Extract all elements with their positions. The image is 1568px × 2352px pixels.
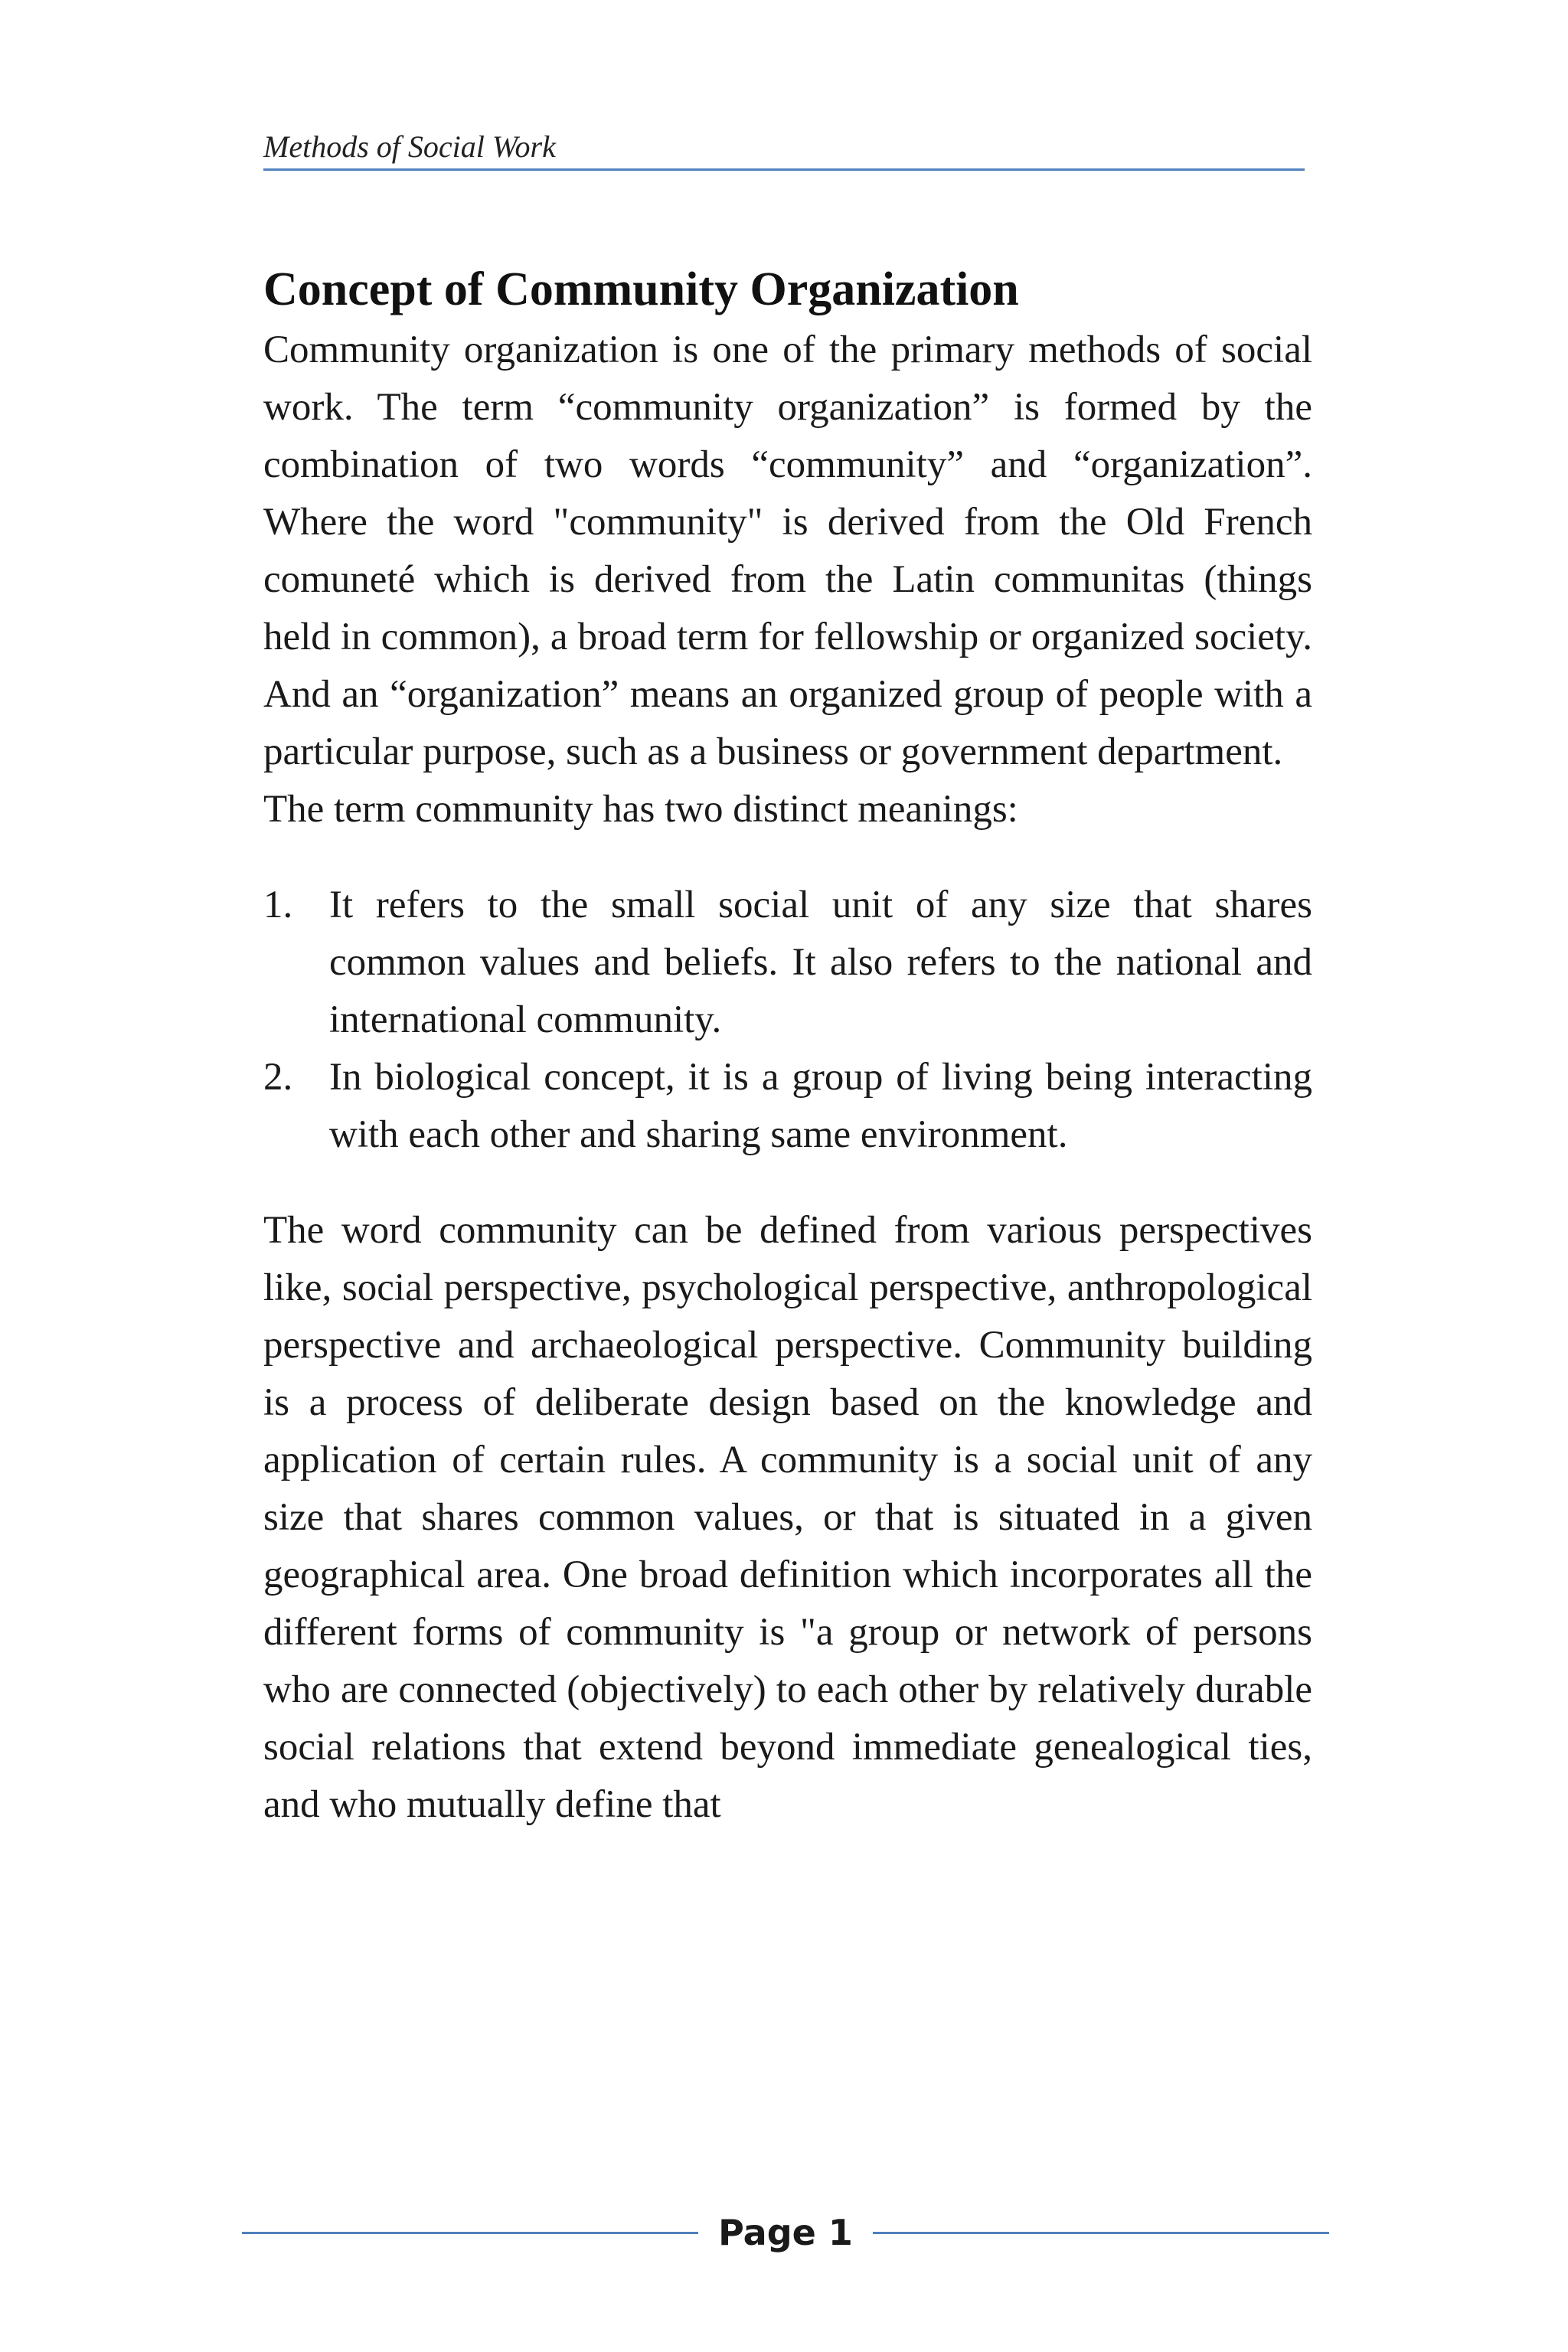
page-content [263, 257, 1312, 1834]
list-item-text: It refers to the small social unit of any size that shares common values and beliefs. It also refers to the national and international community. [329, 884, 1312, 1041]
meanings-list [263, 877, 1312, 1164]
page-footer [242, 2205, 1329, 2260]
list-item-text: In biological concept, it is a group of living being interacting with each other and sharing same environment. [329, 1056, 1312, 1156]
running-header [263, 129, 1305, 171]
list-item [263, 1049, 1312, 1164]
footer-rule-right [873, 2232, 1329, 2234]
paragraph-1: Community organization is one of the primary methods of social work. The term “community organization” is formed by the combination of two words “community” and “organization”. Where the word "community" is derived from the Old French comuneté which is derived from the Latin communitas (things held in common), a broad term for fellowship or organized society. And an “organization” means an organized group of people with a particular purpose, such as a business or government department. [263, 328, 1312, 773]
running-header-title: Methods of Social Work [263, 129, 556, 164]
section-heading: Concept of Community Organization [263, 263, 1019, 315]
footer-rule-left [242, 2232, 698, 2234]
paragraph-2: The word community can be defined from various perspectives like, social perspective, psychological perspective, anthropological perspective and archaeological perspective. Community building is a process of deliberate design based on the knowledge and application of certain rules. A community is a social unit of any size that shares common values, or that is situated in a given geographical area. One broad definition which incorporates all the different forms of community is "a group or network of persons who are connected (objectively) to each other by relatively durable social relations that extend beyond immediate genealogical ties, and who mutually define that [263, 1209, 1312, 1826]
list-item-number: 2. [263, 1056, 293, 1099]
list-item-number: 1. [263, 884, 293, 926]
page-number: Page 1 [718, 2212, 853, 2253]
list-item [263, 877, 1312, 1049]
list-intro: The term community has two distinct meanings: [263, 788, 1018, 831]
